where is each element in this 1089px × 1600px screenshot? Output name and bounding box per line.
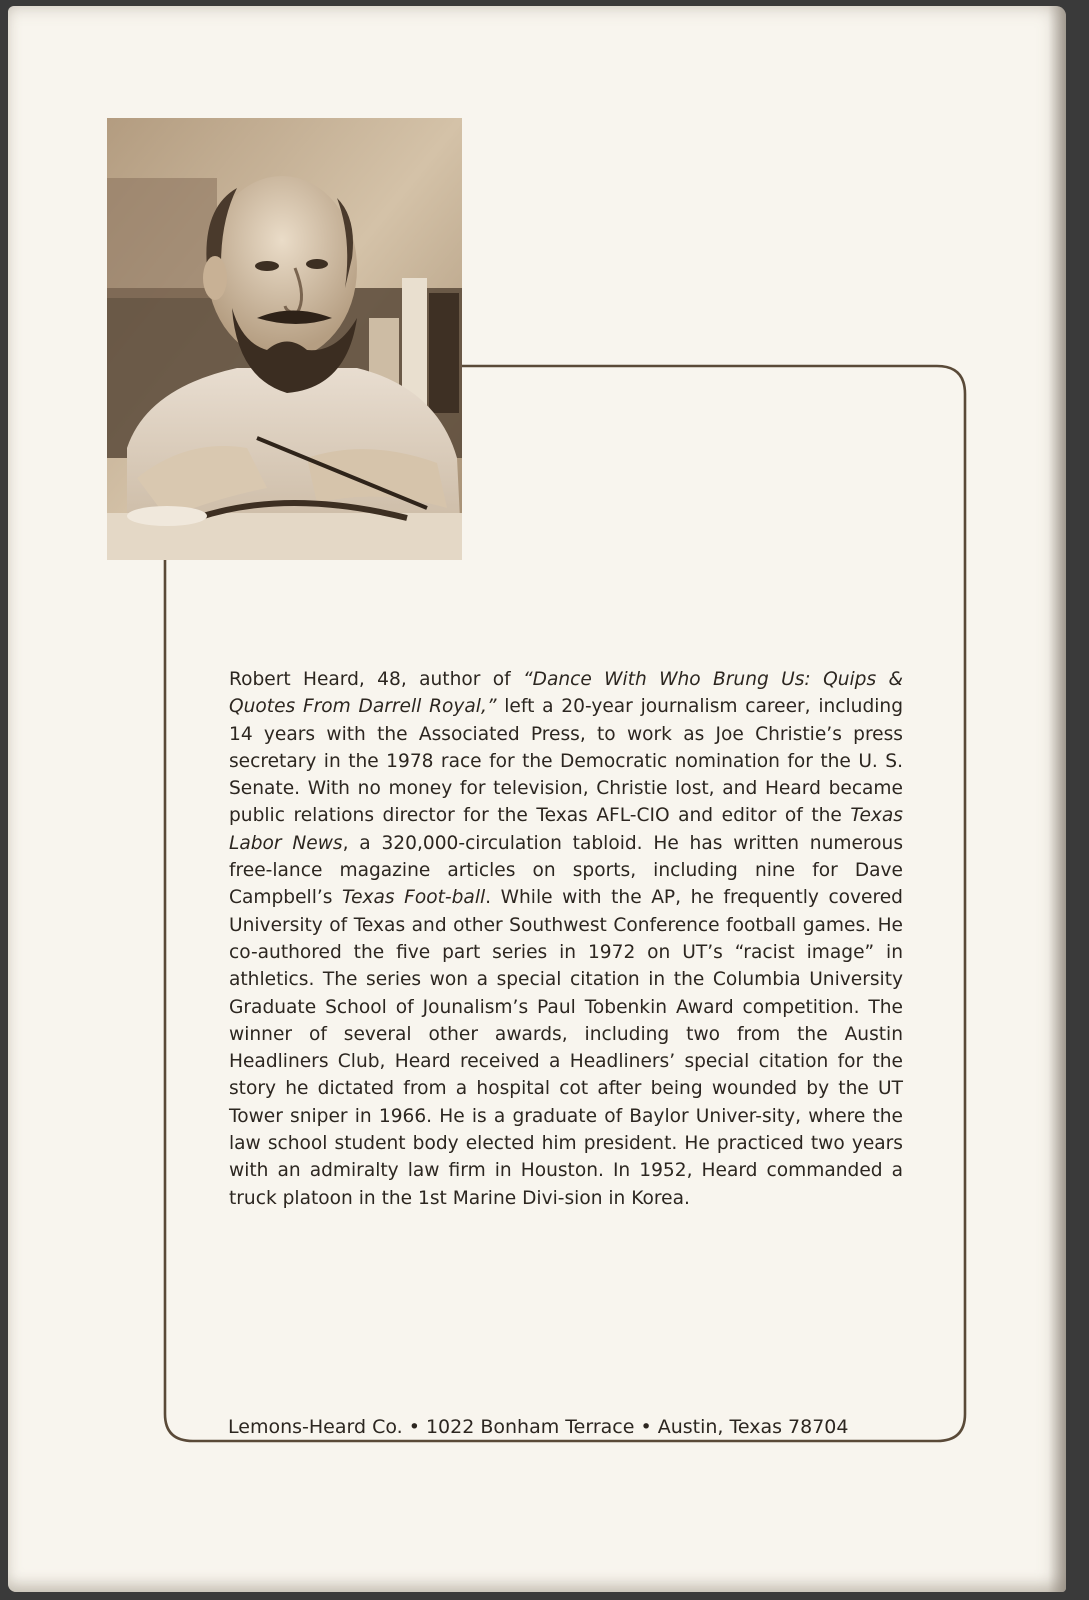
author-biography <box>229 666 903 1212</box>
author-photo <box>107 118 462 560</box>
publisher-address: Lemons-Heard Co. • 1022 Bonham Terrace • Austin, Texas 78704 <box>228 1416 849 1438</box>
bio-text-3: , a 320,000-circulation tabloid. He has written numerous free-lance magazine articles on sports, including nine for Dave Campbell’s <box>229 832 904 909</box>
bio-text-2: left a 20-year journalism career, including 14 years with the Associated Press, to work as Joe Christie’s press secretary in the 1978 race for the Democratic nomination for the U. S. Senate. With no money for television, Christie lost, and Heard became public relations director for the Texas AFL-CIO and editor of the <box>229 696 903 827</box>
book-title-line-1: “Dance With Who Brung Us: <box>523 669 811 690</box>
bio-text-4: . While with the AP, he frequently covered University of Texas and other Southwest Conference football games. He co-authored the five part series in 1972 on UT’s “racist image” in athletics. The series won a special citation in the Columbia University Graduate School of Jounalism’s Paul Tobenkin Award competition. The winner of several other awards, including two from the Austin Headliners Club, Heard received a Headliners’ special citation for the story he dictated from a hospital cot after being wounded by the UT Tower sniper in 1966. He is a graduate of Baylor Univer-sity, where the law school student body elected him president. He practiced two years with an admiralty law firm in Houston. In 1952, Heard commanded a truck platoon in the 1st Marine Divi-sion in Korea. <box>229 887 903 1209</box>
bio-text-1: Robert Heard, 48, author of <box>229 669 523 690</box>
magazine-title: Texas Foot-ball <box>342 887 486 909</box>
book-title-line-2: Quips & Quotes From Darrell Royal,” <box>229 669 903 718</box>
newspaper-title: Texas Labor News <box>229 805 903 854</box>
